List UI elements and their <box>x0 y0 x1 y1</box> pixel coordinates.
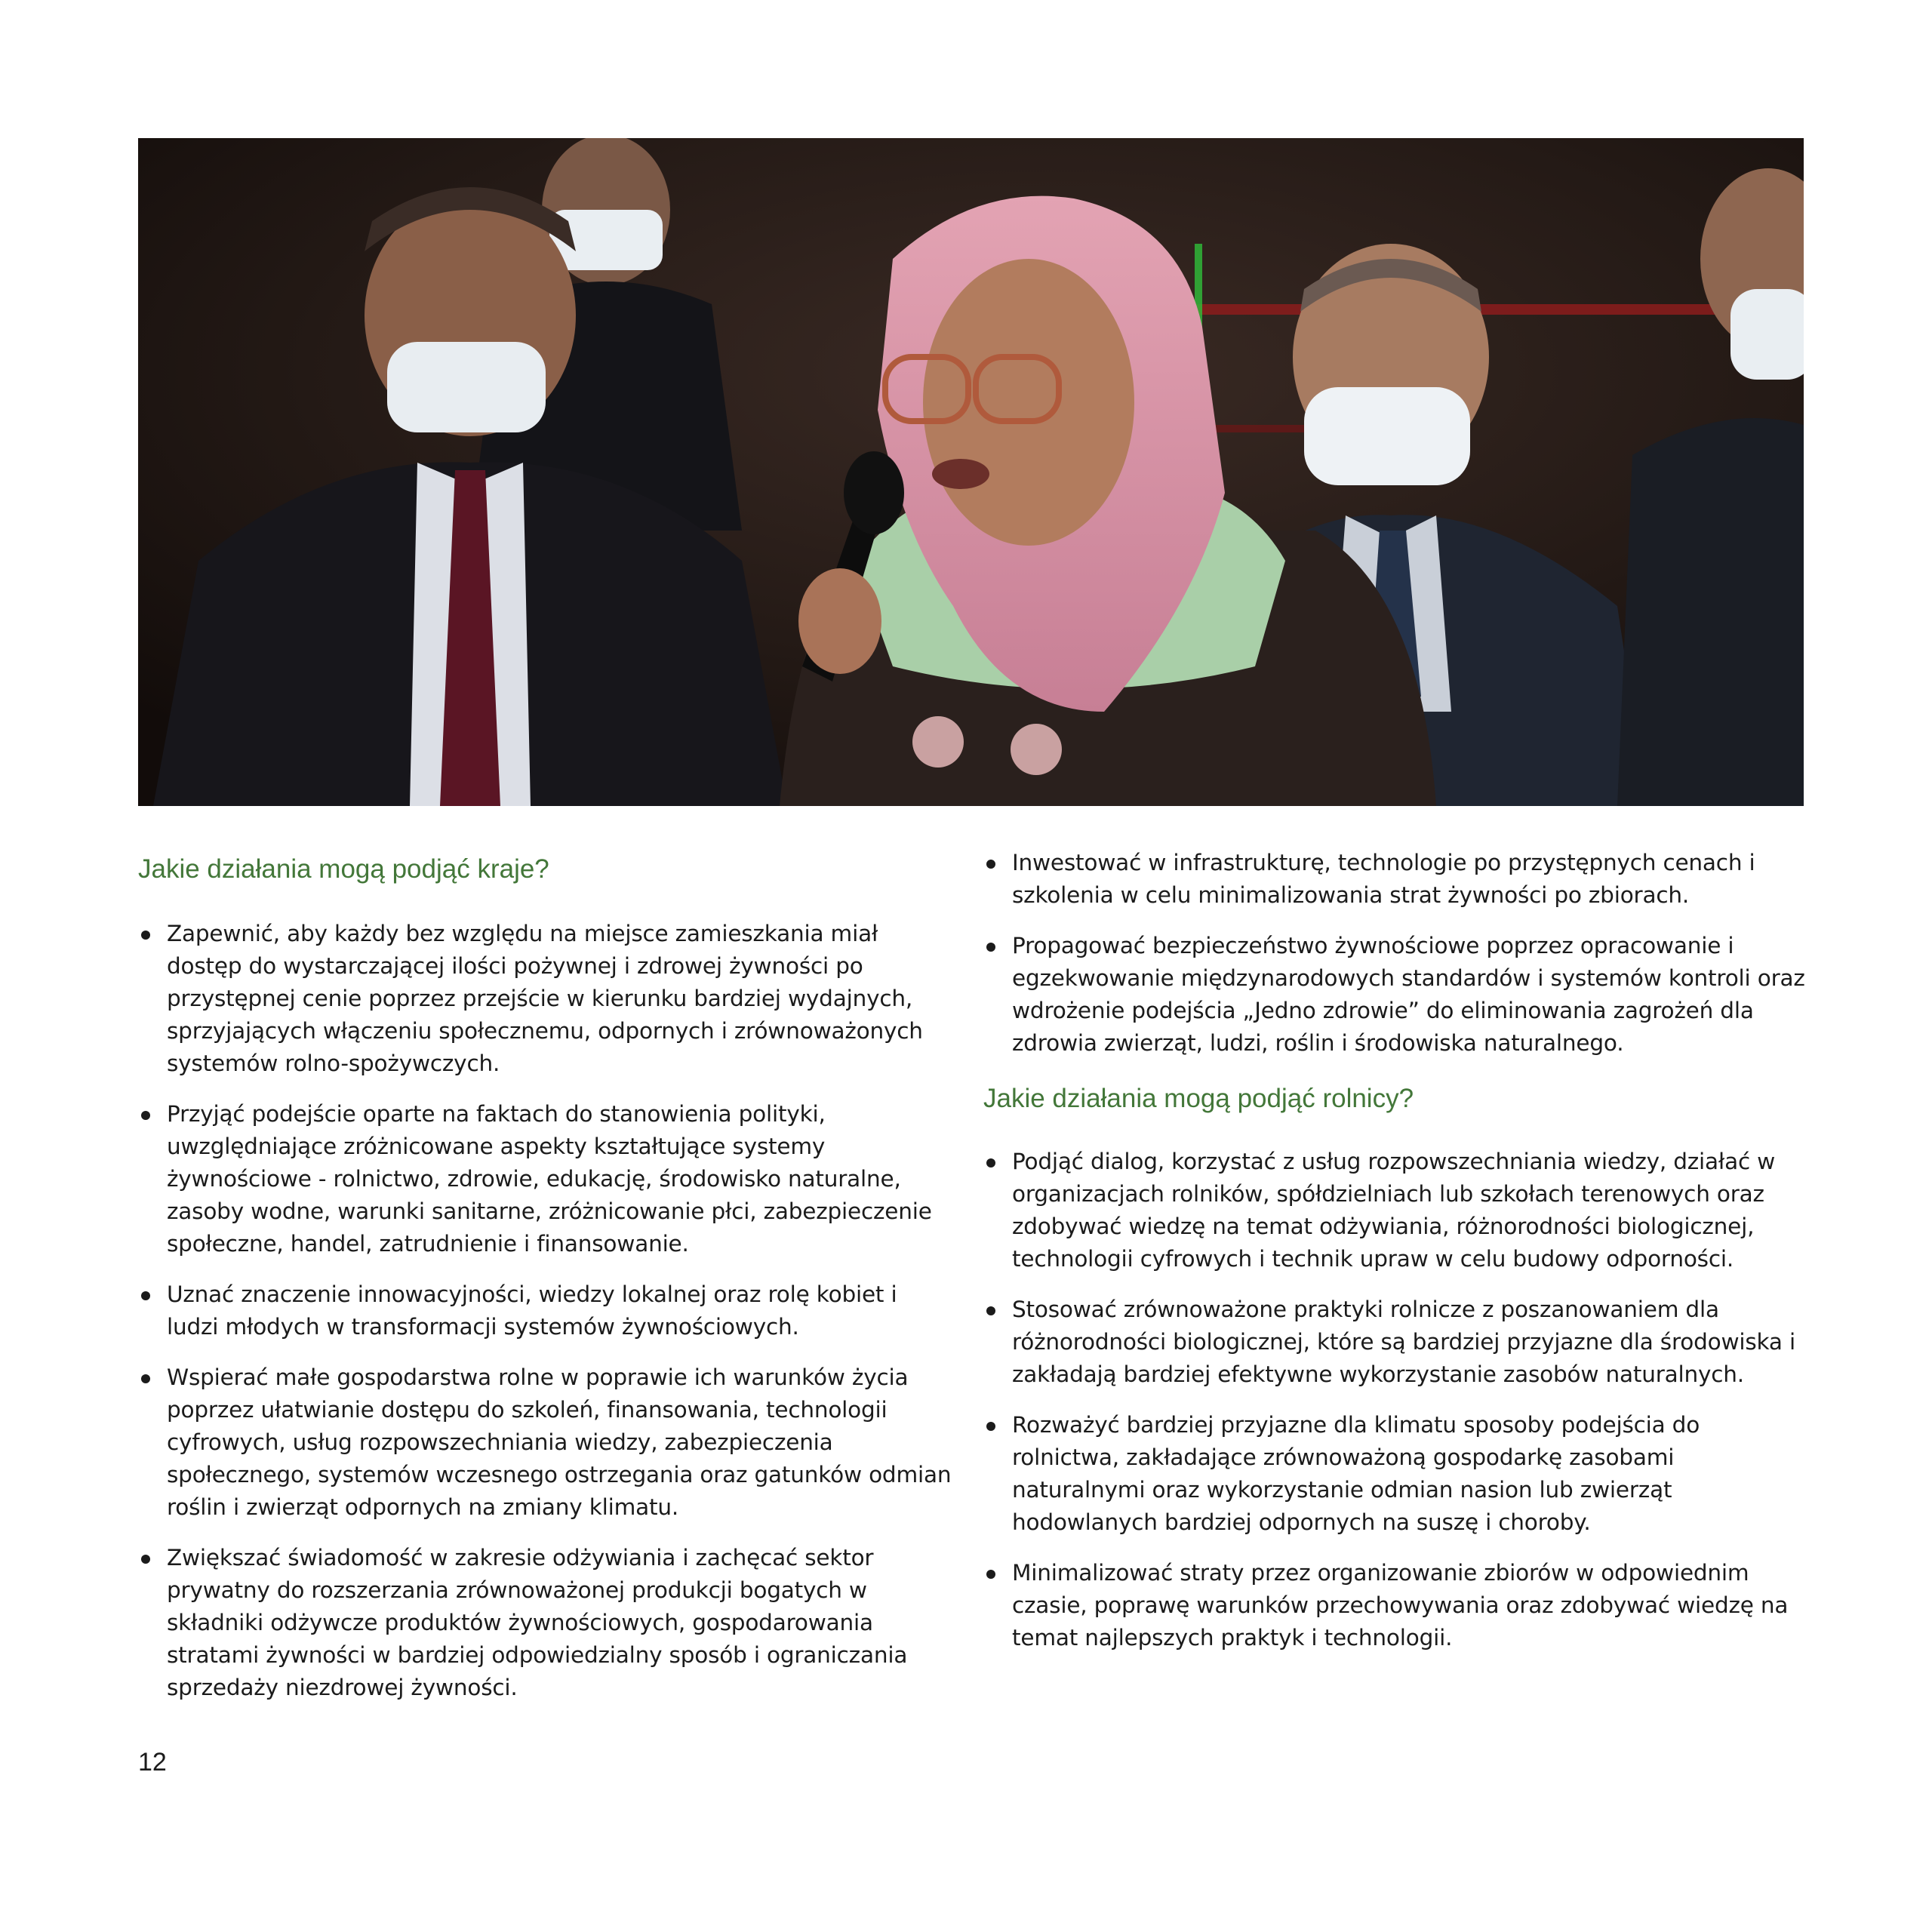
list-item-text: Minimalizować straty przez organizowanie zbiorów w odpowiednim czasie, poprawę warunków przechowywania oraz zdobywać wiedzę na temat najlepszych praktyk i technologii. <box>1012 1560 1789 1651</box>
bullet-icon <box>141 1555 150 1564</box>
bullet-icon <box>141 1111 150 1120</box>
page-number: 12 <box>138 1748 167 1777</box>
bullet-icon <box>986 943 995 952</box>
heading-countries: Jakie działania mogą podjąć kraje? <box>138 854 549 884</box>
list-item <box>138 1361 953 1524</box>
list-item <box>138 918 953 1080</box>
list-item <box>983 1557 1814 1654</box>
list-item <box>138 1278 953 1343</box>
list-item-text: Przyjąć podejście oparte na faktach do stanowienia polityki, uwzględniające zróżnicowane aspekty kształtujące systemy żywnościowe - rolnictwo, zdrowie, edukację, środowisko naturalne, zasoby wodne, warunki sanitarne, zróżnicowanie płci, zabezpieczenie społeczne, handel, zatrudnienie i finansowanie. <box>167 1101 932 1257</box>
list-item <box>983 1409 1814 1539</box>
list-item <box>983 1294 1814 1391</box>
list-item-text: Zapewnić, aby każdy bez względu na miejsce zamieszkania miał dostęp do wystarczającej ilości pożywnej i zdrowej żywności po przystępnej cenie poprzez przejście w kierunku bardziej wydajnych, sprzyjających włączeniu społecznemu, odpornych i zrównoważonych systemów rolno-spożywczych. <box>167 921 923 1076</box>
list-item-text: Rozważyć bardziej przyjazne dla klimatu sposoby podejścia do rolnictwa, zakładające zrównoważoną gospodarkę zasobami naturalnymi oraz wykorzystanie odmian nasion lub zwierząt hodowlanych bardziej odpornych na suszę i choroby. <box>1012 1412 1700 1535</box>
list-item <box>138 1542 953 1704</box>
list-item-text: Podjąć dialog, korzystać z usług rozpowszechniania wiedzy, działać w organizacjach rolników, spółdzielniach lub szkołach terenowych oraz zdobywać wiedzę na temat odżywiania, różnorodności biologicznej, technologii cyfrowych i technik upraw w celu budowy odporności. <box>1012 1149 1776 1272</box>
list-item <box>983 1146 1814 1275</box>
bullet-icon <box>986 1570 995 1579</box>
bullet-icon <box>986 860 995 869</box>
countries-action-list-continued <box>983 847 1814 1060</box>
list-item <box>983 847 1814 912</box>
bullet-icon <box>986 1422 995 1431</box>
list-item-text: Zwiększać świadomość w zakresie odżywiania i zachęcać sektor prywatny do rozszerzania zrównoważonej produkcji bogatych w składniki odżywcze produktów żywnościowych, gospodarowania stratami żywności w bardziej odpowiedzialny sposób i ograniczania sprzedaży niezdrowej żywności. <box>167 1545 908 1700</box>
left-column <box>138 847 953 1722</box>
farmers-action-list <box>983 1146 1814 1654</box>
right-column <box>983 847 1814 1672</box>
list-item <box>983 930 1814 1060</box>
list-item-text: Propagować bezpieczeństwo żywnościowe poprzez opracowanie i egzekwowanie międzynarodowych standardów i systemów kontroli oraz wdrożenie podejścia „Jedno zdrowie” do eliminowania zagrożeń dla zdrowia zwierząt, ludzi, roślin i środowiska naturalnego. <box>1012 933 1805 1056</box>
bullet-icon <box>986 1158 995 1168</box>
countries-action-list <box>138 918 953 1704</box>
list-item-text: Stosować zrównoważone praktyki rolnicze z poszanowaniem dla różnorodności biologicznej, które są bardziej przyjazne dla środowiska i zakładają bardziej efektywne wykorzystanie zasobów naturalnych. <box>1012 1297 1795 1387</box>
list-item-text: Wspierać małe gospodarstwa rolne w poprawie ich warunków życia poprzez ułatwianie dostępu do szkoleń, finansowania, technologii cyfrowych, usług rozpowszechniania wiedzy, zabezpieczenia społecznego, systemów wczesnego ostrzegania oraz gatunków odmian roślin i zwierząt odpornych na zmiany klimatu. <box>167 1364 952 1520</box>
heading-farmers: Jakie działania mogą podjąć rolnicy? <box>983 1084 1414 1113</box>
bullet-icon <box>141 1374 150 1383</box>
list-item <box>138 1098 953 1260</box>
event-photo-illustration <box>138 138 1804 806</box>
list-item-text: Inwestować w infrastrukturę, technologie po przystępnych cenach i szkolenia w celu minimalizowania strat żywności po zbiorach. <box>1012 850 1755 908</box>
bullet-icon <box>986 1306 995 1315</box>
event-photo <box>138 138 1804 806</box>
bullet-icon <box>141 931 150 940</box>
list-item-text: Uznać znaczenie innowacyjności, wiedzy lokalnej oraz rolę kobiet i ludzi młodych w transformacji systemów żywnościowych. <box>167 1281 897 1340</box>
bullet-icon <box>141 1291 150 1300</box>
